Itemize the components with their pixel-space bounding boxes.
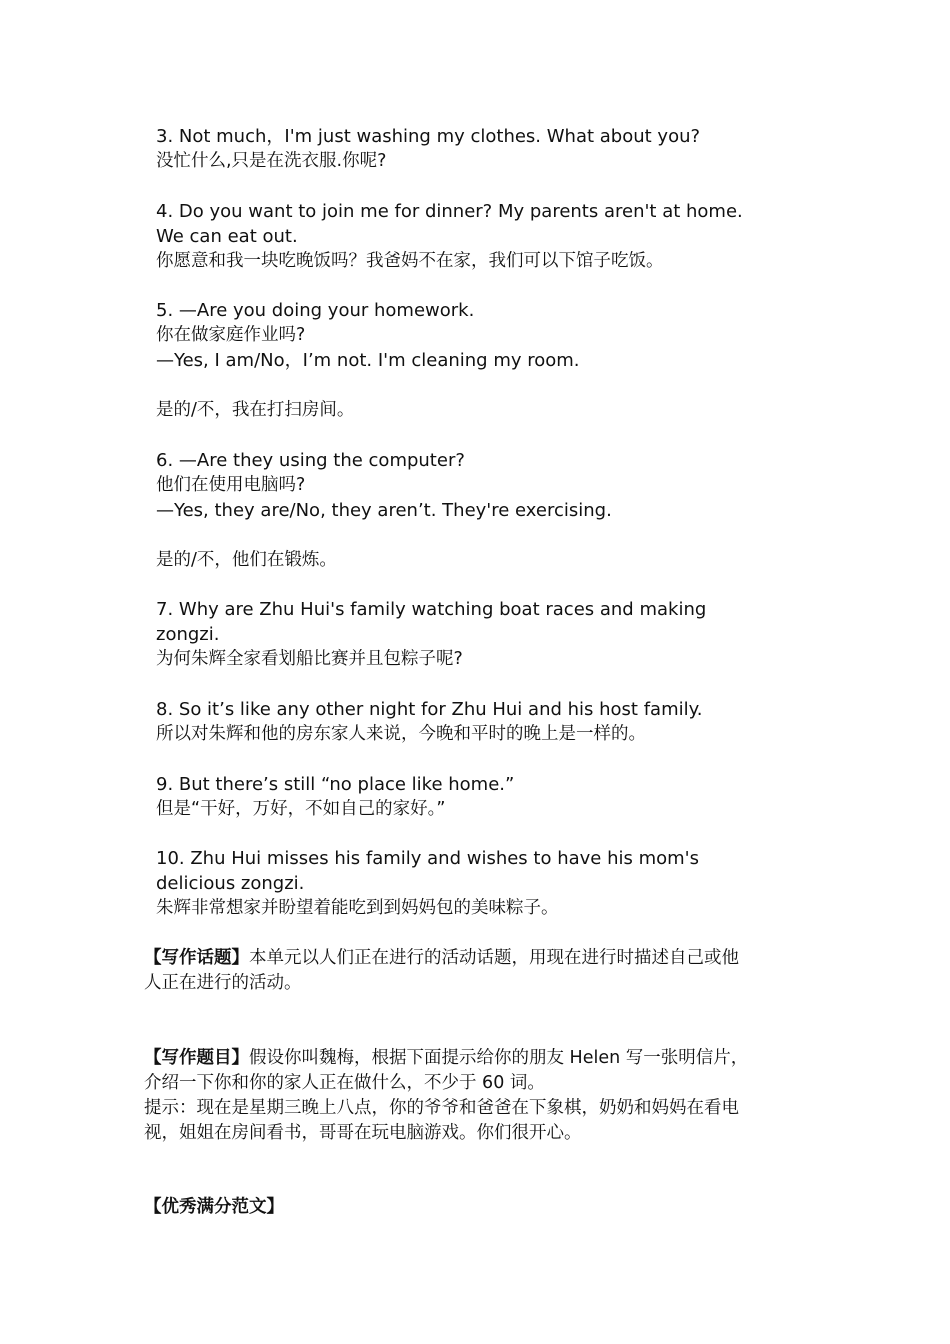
english-answer: —Yes, they are/No, they aren’t. They're exercising.: [156, 500, 612, 521]
model-essay-section: [144, 1195, 804, 1220]
sentence-item-7: [156, 597, 816, 672]
chinese-translation: 所以对朱辉和他的房东家人来说，今晚和平时的晚上是一样的。: [156, 724, 646, 744]
sentence-item-3: [156, 124, 816, 174]
writing-topic-text: 本单元以人们正在进行的活动话题，用现在进行时描述自己或他: [249, 948, 739, 968]
chinese-translation: 朱辉非常想家并盼望着能吃到到妈妈包的美味粽子。: [156, 898, 559, 918]
writing-topic-heading: 【写作话题】: [144, 948, 249, 968]
writing-task-section: [144, 1046, 804, 1146]
writing-topic-section: [144, 946, 804, 996]
sentence-item-5-answer-translation: [156, 398, 816, 423]
writing-topic-line: [144, 946, 804, 971]
writing-topic-text-continued: 人正在进行的活动。: [144, 973, 302, 993]
sentence-item-9: [156, 772, 816, 822]
english-sentence: 3. Not much，I'm just washing my clothes. What about you?: [156, 126, 701, 147]
english-sentence-continued: We can eat out.: [156, 226, 298, 247]
writing-task-text-continued: 介绍一下你和你的家人正在做什么，不少于 60 词。: [144, 1073, 545, 1093]
english-question: 5. —Are you doing your homework.: [156, 300, 475, 321]
sentence-item-6-answer-translation: [156, 548, 816, 573]
chinese-translation: 你愿意和我一块吃晚饭吗？我爸妈不在家，我们可以下馆子吃饭。: [156, 251, 664, 271]
model-essay-heading: 【优秀满分范文】: [144, 1197, 284, 1217]
sentence-item-5: [156, 298, 816, 373]
english-sentence: 10. Zhu Hui misses his family and wishes to have his mom's: [156, 848, 699, 869]
chinese-translation: 你在做家庭作业吗?: [156, 325, 306, 345]
english-sentence: 4. Do you want to join me for dinner? My parents aren't at home.: [156, 201, 743, 222]
sentence-item-8: [156, 697, 816, 747]
chinese-translation: 但是“干好，万好，不如自己的家好。”: [156, 799, 446, 819]
chinese-translation: 他们在使用电脑吗?: [156, 475, 306, 495]
chinese-translation: 是的/不，我在打扫房间。: [156, 400, 355, 420]
writing-task-line: [144, 1046, 804, 1071]
sentence-item-6: [156, 448, 816, 523]
writing-task-hint: 提示：现在是星期三晚上八点，你的爷爷和爸爸在下象棋，奶奶和妈妈在看电: [144, 1098, 739, 1118]
sentence-item-4: [156, 199, 816, 274]
writing-task-text: 假设你叫魏梅，根据下面提示给你的朋友 Helen 写一张明信片，: [249, 1048, 749, 1068]
writing-task-heading: 【写作题目】: [144, 1048, 249, 1068]
writing-task-hint-continued: 视，姐姐在房间看书，哥哥在玩电脑游戏。你们很开心。: [144, 1123, 582, 1143]
english-question: 6. —Are they using the computer?: [156, 450, 465, 471]
english-sentence-continued: delicious zongzi.: [156, 873, 305, 894]
sentence-item-10: [156, 846, 816, 921]
english-sentence: 8. So it’s like any other night for Zhu Hui and his host family.: [156, 699, 703, 720]
english-sentence-continued: zongzi.: [156, 624, 220, 645]
chinese-translation: 没忙什么,只是在洗衣服.你呢?: [156, 151, 387, 171]
chinese-translation: 是的/不，他们在锻炼。: [156, 550, 337, 570]
english-sentence: 9. But there’s still “no place like home.”: [156, 774, 515, 795]
english-sentence: 7. Why are Zhu Hui's family watching boat races and making: [156, 599, 707, 620]
english-answer: —Yes, I am/No，I’m not. I'm cleaning my room.: [156, 350, 580, 371]
chinese-translation: 为何朱辉全家看划船比赛并且包粽子呢?: [156, 649, 463, 669]
